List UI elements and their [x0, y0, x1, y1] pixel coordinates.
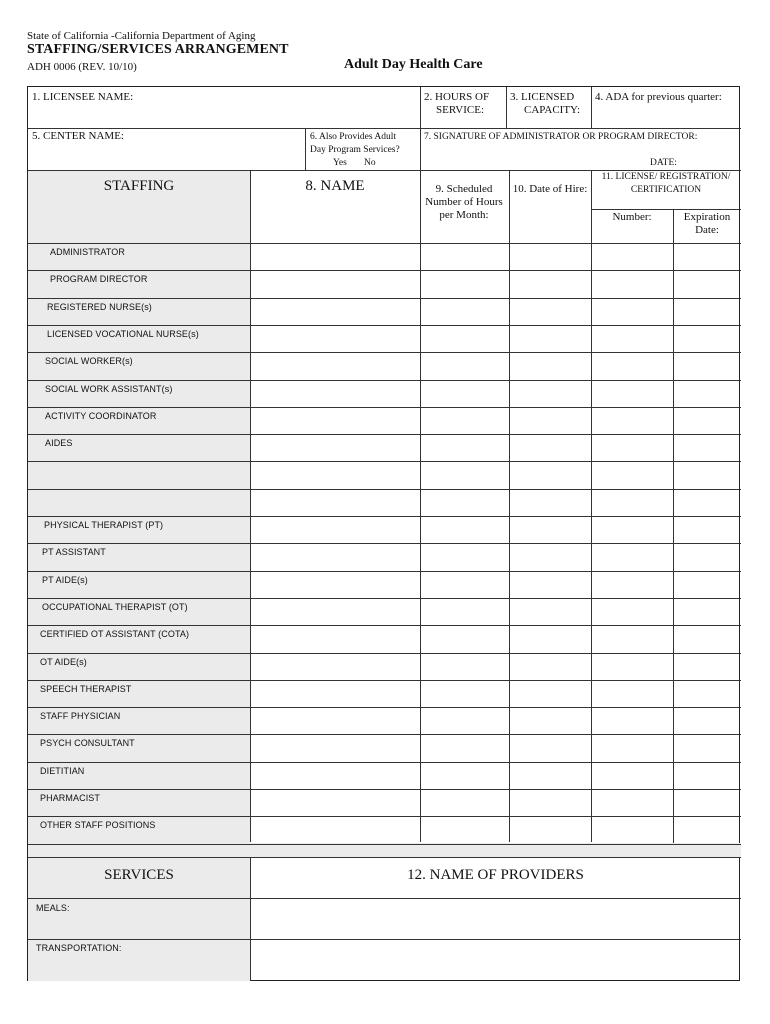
grid-line	[28, 789, 741, 790]
adult-day-question: 6. Also Provides Adult	[310, 132, 397, 142]
staffing-role-label: PT AIDE(s)	[42, 575, 88, 585]
grid-line	[28, 298, 741, 299]
name-heading: 8. NAME	[305, 178, 365, 194]
grid-line	[28, 325, 741, 326]
form-title: STAFFING/SERVICES ARRANGEMENT	[27, 42, 289, 57]
hours-per-month-heading-3: per Month:	[439, 209, 489, 221]
staffing-role-label: DIETITIAN	[40, 766, 85, 776]
signature-label: 7. SIGNATURE OF ADMINISTRATOR OR PROGRAM DIRECTOR:	[424, 132, 698, 142]
grid-line	[420, 87, 421, 170]
meals-label: MEALS:	[36, 903, 70, 913]
grid-line	[28, 571, 741, 572]
grid-line	[28, 270, 741, 271]
grid-line	[506, 87, 507, 128]
grid-line	[28, 128, 741, 129]
grid-line	[28, 352, 741, 353]
transportation-label: TRANSPORTATION:	[36, 943, 122, 953]
center-name-label: 5. CENTER NAME:	[32, 130, 124, 142]
grid-line	[591, 87, 592, 128]
staffing-role-label: SPEECH THERAPIST	[40, 684, 132, 694]
grid-line	[28, 170, 741, 171]
grid-line	[28, 380, 741, 381]
staffing-role-label: PSYCH CONSULTANT	[40, 738, 135, 748]
hours-per-month-heading-2: Number of Hours	[425, 196, 503, 208]
grid-line	[28, 734, 741, 735]
hours-per-month-heading: 9. Scheduled	[435, 183, 493, 195]
staffing-role-label: AIDES	[45, 438, 73, 448]
agency-name: State of California -California Department of Aging	[27, 30, 256, 42]
grid-line	[28, 598, 741, 599]
capacity-label: 3. LICENSED	[510, 91, 575, 103]
grid-line	[591, 209, 741, 210]
staffing-role-label: ACTIVITY COORDINATOR	[45, 411, 157, 421]
grid-line	[28, 489, 741, 490]
staffing-heading: STAFFING	[103, 178, 175, 194]
staffing-role-label: CERTIFIED OT ASSISTANT (COTA)	[40, 629, 190, 639]
grid-line	[28, 762, 741, 763]
staffing-role-label: LICENSED VOCATIONAL NURSE(s)	[47, 329, 199, 339]
grid-line	[28, 516, 741, 517]
program-title: Adult Day Health Care	[344, 57, 483, 72]
staffing-role-label: SOCIAL WORK ASSISTANT(s)	[45, 384, 173, 394]
staffing-role-label: PHYSICAL THERAPIST (PT)	[44, 520, 164, 530]
grid-line	[673, 209, 674, 843]
adult-day-no[interactable]: No	[364, 158, 376, 168]
staffing-role-label: OCCUPATIONAL THERAPIST (OT)	[42, 602, 188, 612]
grid-line	[28, 653, 741, 654]
grid-line	[28, 857, 741, 858]
expiration-heading: Expiration	[683, 211, 731, 223]
services-heading: SERVICES	[104, 867, 174, 883]
grid-line	[28, 939, 741, 940]
staffing-role-label: SOCIAL WORKER(s)	[45, 356, 133, 366]
licensee-name-label: 1. LICENSEE NAME:	[32, 91, 134, 103]
grid-line	[28, 816, 741, 817]
hire-date-heading: 10. Date of Hire:	[512, 183, 588, 195]
grid-line	[28, 680, 741, 681]
grid-line	[250, 857, 251, 981]
grid-line	[28, 844, 741, 845]
adult-day-question-2: Day Program Services?	[310, 145, 400, 155]
hours-label-2: SERVICE:	[436, 104, 485, 116]
grid-line	[28, 243, 741, 244]
staffing-role-label: OTHER STAFF POSITIONS	[40, 820, 156, 830]
grid-line	[28, 625, 741, 626]
ada-label: 4. ADA for previous quarter:	[595, 91, 722, 103]
license-number-heading: Number:	[612, 211, 652, 223]
staffing-form	[27, 86, 740, 981]
staffing-role-label: STAFF PHYSICIAN	[40, 711, 121, 721]
license-heading-2: CERTIFICATION	[630, 185, 702, 195]
grid-line	[28, 434, 741, 435]
grid-line	[305, 128, 306, 170]
grid-line	[28, 707, 741, 708]
license-heading: 11. LICENSE/ REGISTRATION/	[601, 172, 731, 182]
staffing-role-label: REGISTERED NURSE(s)	[47, 302, 152, 312]
staffing-role-label: ADMINISTRATOR	[50, 247, 125, 257]
staffing-role-label: PROGRAM DIRECTOR	[50, 274, 148, 284]
hours-label: 2. HOURS OF	[424, 91, 490, 103]
providers-heading: 12. NAME OF PROVIDERS	[407, 867, 584, 883]
expiration-heading-2: Date:	[695, 224, 719, 236]
grid-line	[28, 898, 741, 899]
grid-line	[28, 543, 741, 544]
form-number: ADH 0006 (REV. 10/10)	[27, 61, 137, 73]
separator-band	[28, 843, 741, 857]
staffing-role-label: PT ASSISTANT	[42, 547, 106, 557]
date-label: DATE:	[650, 158, 677, 168]
grid-line	[28, 407, 741, 408]
staffing-role-label: PHARMACIST	[40, 793, 101, 803]
adult-day-yes[interactable]: Yes	[333, 158, 347, 168]
staffing-role-label: OT AIDE(s)	[40, 657, 87, 667]
grid-line	[28, 461, 741, 462]
capacity-label-2: CAPACITY:	[524, 104, 581, 116]
